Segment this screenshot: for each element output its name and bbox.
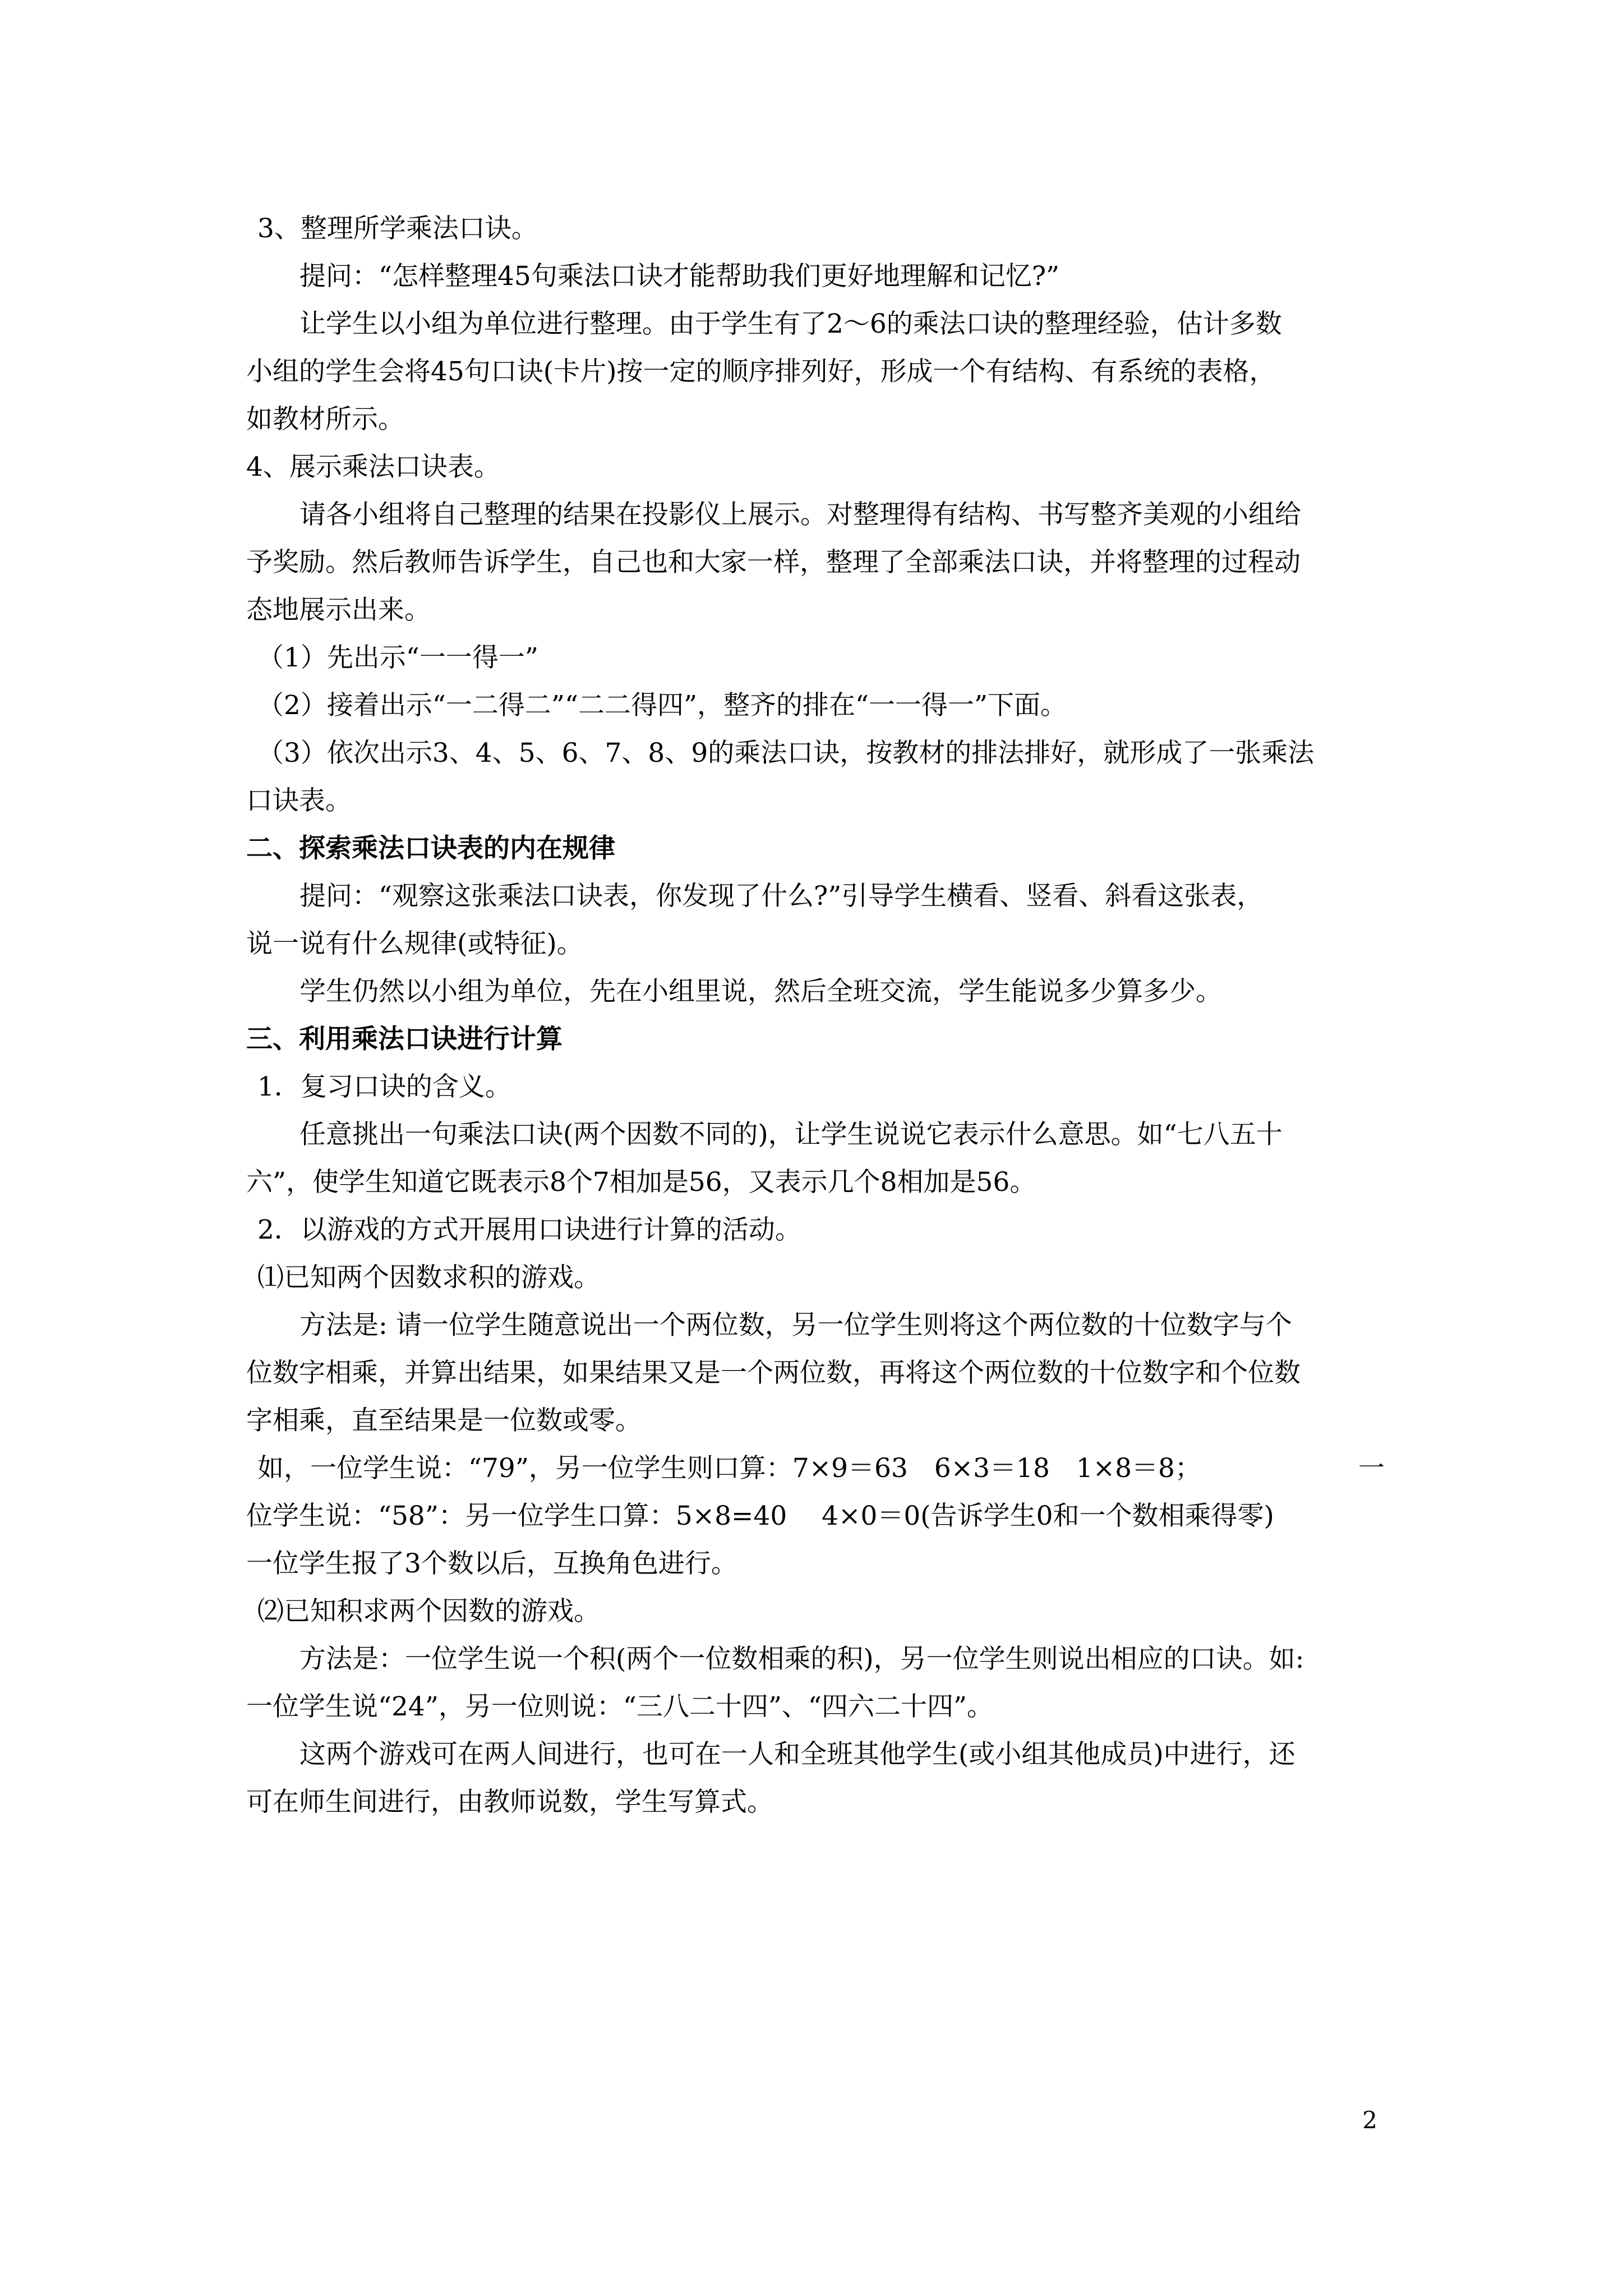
- paragraph-line: 请各小组将自己整理的结果在投影仪上展示。对整理得有结构、书写整齐美观的小组给: [299, 499, 1301, 530]
- paragraph-line: 这两个游戏可在两人间进行，也可在一人和全班其他学生(或小组其他成员)中进行，还: [299, 1739, 1295, 1770]
- list-item: （3）依次出示3、4、5、6、7、8、9的乘法口诀，按教材的排法排好，就形成了一张乘法: [257, 738, 1315, 769]
- subheading-3: 3、整理所学乘法口诀。: [257, 213, 538, 244]
- paragraph-line: 方法是: 请一位学生随意说出一个两位数，另一位学生则将这个两位数的十位数字与个: [299, 1310, 1292, 1341]
- paragraph-line: 六”，使学生知道它既表示8个7相加是56，又表示几个8相加是56。: [246, 1167, 1036, 1198]
- example-line: [246, 1444, 1385, 1492]
- page-number: 2: [1362, 2106, 1377, 2134]
- paragraph-line: 字相乘，直至结果是一位数或零。: [246, 1405, 642, 1436]
- section-heading-2: 二、探索乘法口诀表的内在规律: [246, 833, 615, 864]
- paragraph-line: 学生仍然以小组为单位，先在小组里说，然后全班交流，学生能说多少算多少。: [299, 976, 1222, 1007]
- subheading-2: 2．以游戏的方式开展用口诀进行计算的活动。: [257, 1214, 801, 1245]
- page-body: [246, 205, 1385, 1826]
- list-item: （2）接着出示“一二得二”“二二得四”，整齐的排在“一一得一”下面。: [257, 690, 1067, 721]
- list-item: （1）先出示“一一得一”: [257, 642, 538, 673]
- paragraph-line: 方法是：一位学生说一个积(两个一位数相乘的积)，另一位学生则说出相应的口诀。如:: [299, 1644, 1304, 1674]
- paragraph-line: 任意挑出一句乘法口诀(两个因数不同的)，让学生说说它表示什么意思。如“七八五十: [299, 1119, 1283, 1150]
- paragraph-line: 一位学生说“24”，另一位则说：“三八二十四”、“四六二十四”。: [246, 1691, 993, 1722]
- subheading-4: 4、展示乘法口诀表。: [246, 452, 500, 482]
- paragraph-line: 让学生以小组为单位进行整理。由于学生有了2～6的乘法口诀的整理经验，估计多数: [299, 309, 1282, 339]
- list-item: ⑴已知两个因数求积的游戏。: [257, 1262, 600, 1293]
- subheading-1: 1．复习口诀的含义。: [257, 1071, 511, 1102]
- paragraph-line: 提问：“观察这张乘法口诀表，你发现了什么?”引导学生横看、竖看、斜看这张表，: [299, 881, 1264, 912]
- paragraph-line: 如教材所示。: [246, 404, 404, 435]
- paragraph-line: 提问：“怎样整理45句乘法口诀才能帮助我们更好地理解和记忆?”: [299, 261, 1060, 292]
- paragraph-line: 小组的学生会将45句口诀(卡片)按一定的顺序排列好，形成一个有结构、有系统的表格，: [246, 356, 1276, 387]
- paragraph-line: 予奖励。然后教师告诉学生，自己也和大家一样，整理了全部乘法口诀，并将整理的过程动: [246, 547, 1301, 578]
- paragraph-line: 说一说有什么规律(或特征)。: [246, 928, 583, 959]
- paragraph-line: 可在师生间进行，由教师说数，学生写算式。: [246, 1787, 773, 1818]
- paragraph-line: 口诀表。: [246, 785, 352, 816]
- paragraph-line: 态地展示出来。: [246, 595, 431, 625]
- example-text-end: 一: [1358, 1453, 1385, 1484]
- list-item: ⑵已知积求两个因数的游戏。: [257, 1596, 600, 1627]
- paragraph-line: 位数字相乘，并算出结果，如果结果又是一个两位数，再将这个两位数的十位数字和个位数: [246, 1358, 1301, 1388]
- example-text: 如，一位学生说：“79”，另一位学生则口算：7×9＝63 6×3＝18 1×8＝8；: [257, 1453, 1201, 1484]
- paragraph-line: 位学生说：“58”：另一位学生口算：5×8=40 4×0＝0(告诉学生0和一个数相乘得零): [246, 1501, 1274, 1531]
- paragraph-line: 一位学生报了3个数以后，互换角色进行。: [246, 1548, 737, 1579]
- section-heading-3: 三、利用乘法口诀进行计算: [246, 1024, 562, 1055]
